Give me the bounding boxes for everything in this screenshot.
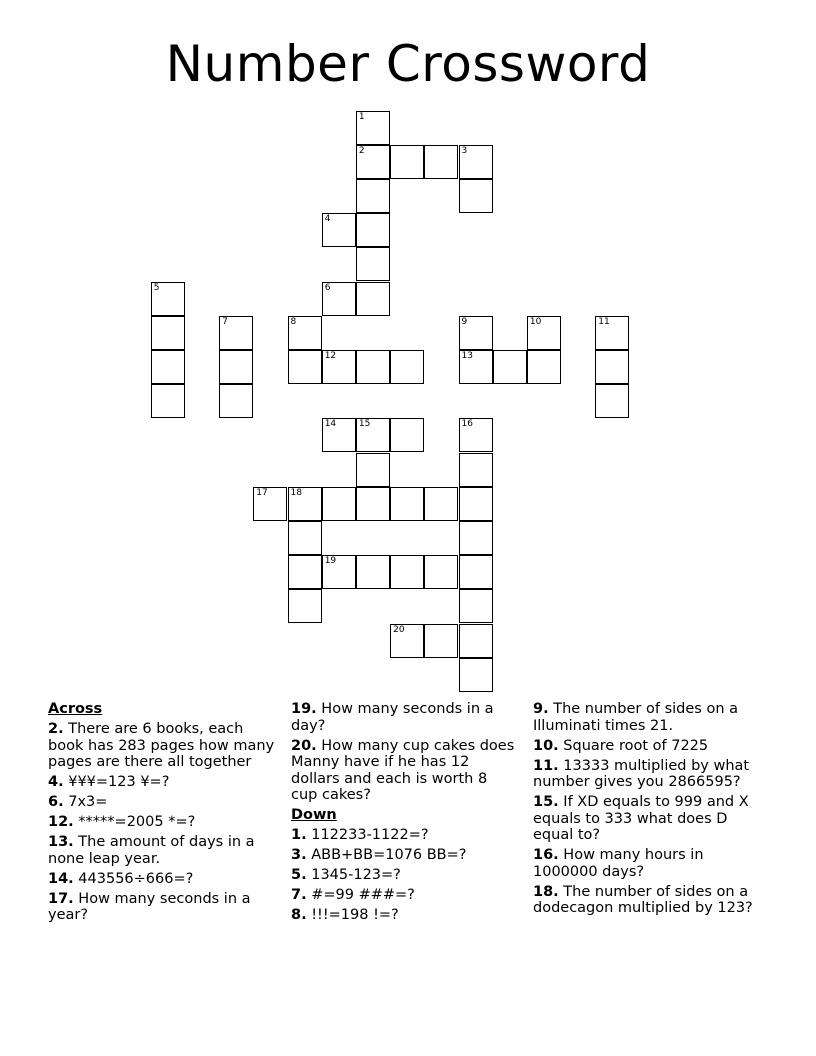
- cell-number: 16: [461, 419, 473, 430]
- grid-cell[interactable]: [459, 316, 493, 350]
- clue-number: 12.: [48, 814, 74, 830]
- grid-cell[interactable]: [459, 624, 493, 658]
- grid-cell[interactable]: [356, 418, 390, 452]
- across-clue-list-continued: [291, 701, 515, 804]
- grid-cell[interactable]: [288, 555, 322, 589]
- clue: [48, 871, 280, 888]
- grid-cell[interactable]: [151, 384, 185, 418]
- grid-cell[interactable]: [356, 145, 390, 179]
- grid-cell[interactable]: [322, 350, 356, 384]
- clue: [48, 891, 280, 924]
- clue-text: The number of sides on a dodecagon multiplied by 123?: [533, 883, 753, 916]
- clue-number: 16.: [533, 847, 559, 863]
- clue-text: 13333 multiplied by what number gives you 2866595?: [533, 757, 750, 790]
- grid-cell[interactable]: [390, 624, 424, 658]
- grid-cell[interactable]: [595, 350, 629, 384]
- grid-cell[interactable]: [219, 316, 253, 350]
- clue-text: If XD equals to 999 and X equals to 333 what does D equal to?: [533, 794, 749, 843]
- grid-cell[interactable]: [459, 453, 493, 487]
- down-clue-list: [291, 827, 515, 924]
- grid-cell[interactable]: [288, 350, 322, 384]
- clue-text: ABB+BB=1076 BB=?: [311, 847, 467, 863]
- clue-number: 14.: [48, 870, 74, 887]
- clue-number: 13.: [48, 834, 74, 850]
- clue: [291, 887, 515, 904]
- grid-cell[interactable]: [219, 384, 253, 418]
- grid-cell[interactable]: [356, 487, 390, 521]
- grid-cell[interactable]: [151, 316, 185, 350]
- cell-number: 15: [358, 419, 371, 430]
- clue-number: 6.: [48, 794, 64, 810]
- clue-text: !!!=198 !=?: [311, 907, 399, 923]
- grid-cell[interactable]: [493, 350, 527, 384]
- grid-cell[interactable]: [390, 487, 424, 521]
- grid-cell[interactable]: [288, 589, 322, 623]
- grid-cell[interactable]: [219, 350, 253, 384]
- cell-number: 5: [153, 282, 160, 293]
- clue-text: How many hours in 1000000 days?: [533, 847, 704, 880]
- grid-cell[interactable]: [390, 350, 424, 384]
- grid-cell[interactable]: [356, 555, 390, 589]
- page-title: Number Crossword: [165, 35, 651, 93]
- clue: [533, 758, 769, 791]
- clue: [48, 814, 280, 831]
- cell-number: 2: [358, 145, 365, 156]
- clue-number: 18.: [533, 883, 559, 900]
- cell-number: 10: [529, 316, 542, 327]
- cell-number: 13: [461, 350, 473, 361]
- clue: [291, 867, 515, 884]
- cell-number: 20: [393, 624, 405, 635]
- grid-cell[interactable]: [322, 555, 356, 589]
- grid-cell[interactable]: [459, 521, 493, 555]
- clue-text: ¥¥¥=123 ¥=?: [68, 774, 170, 790]
- cell-number: 6: [324, 282, 331, 293]
- clue: [48, 834, 280, 867]
- clue-number: 4.: [48, 774, 64, 790]
- across-clue-list: [48, 721, 280, 924]
- grid-cell[interactable]: [356, 453, 390, 487]
- across-heading: Across: [48, 701, 103, 717]
- cell-number: 9: [461, 316, 468, 327]
- grid-cell[interactable]: [151, 350, 185, 384]
- grid-cell[interactable]: [459, 418, 493, 452]
- cell-number: 18: [290, 487, 302, 498]
- grid-cell[interactable]: [322, 487, 356, 521]
- grid-cell[interactable]: [322, 418, 356, 452]
- clue-number: 2.: [48, 721, 64, 737]
- clue-number: 5.: [291, 867, 307, 883]
- grid-cell[interactable]: [459, 145, 493, 179]
- down-clue-list-continued: [533, 701, 769, 917]
- clue-number: 3.: [291, 847, 307, 863]
- clue-number: 1.: [291, 827, 307, 843]
- clue-text: How many seconds in a year?: [48, 890, 251, 923]
- clue-number: 9.: [533, 701, 549, 717]
- grid-cell[interactable]: [390, 145, 424, 179]
- clue-text: 1345-123=?: [311, 867, 401, 883]
- grid-cell[interactable]: [288, 316, 322, 350]
- grid-cell[interactable]: [288, 487, 322, 521]
- clue-text: #=99 ###=?: [311, 887, 415, 903]
- grid-cell[interactable]: [424, 624, 458, 658]
- cell-number: 1: [358, 111, 365, 122]
- clue: [533, 847, 769, 880]
- clue-text: 112233-1122=?: [311, 827, 429, 843]
- clue-number: 7.: [291, 887, 307, 903]
- down-heading: Down: [291, 807, 337, 823]
- clue-number: 17.: [48, 890, 74, 907]
- clues-column-1: [48, 701, 280, 927]
- grid-cell[interactable]: [151, 282, 185, 316]
- grid-cell[interactable]: [595, 316, 629, 350]
- clue-text: How many seconds in a day?: [291, 701, 494, 734]
- grid-cell[interactable]: [527, 350, 561, 384]
- clues-column-3: [533, 701, 769, 920]
- grid-cell[interactable]: [390, 418, 424, 452]
- clue-text: The number of sides on a Illuminati times 21.: [533, 701, 739, 734]
- clue: [48, 774, 280, 791]
- clue-text: *****=2005 *=?: [78, 814, 196, 830]
- clue-text: 7x3=: [68, 794, 108, 810]
- clue: [533, 884, 769, 917]
- clue: [533, 794, 769, 844]
- cell-number: 3: [461, 145, 468, 156]
- grid-cell[interactable]: [459, 589, 493, 623]
- clue-text: 443556÷666=?: [78, 870, 194, 887]
- clue: [291, 847, 515, 864]
- clue-text: How many cup cakes does Manny have if he has 12 dollars and each is worth 8 cup cakes?: [291, 737, 515, 803]
- grid-cell[interactable]: [424, 555, 458, 589]
- clue-number: 19.: [291, 701, 317, 717]
- grid-cell[interactable]: [288, 521, 322, 555]
- clue: [291, 907, 515, 924]
- grid-cell[interactable]: [459, 350, 493, 384]
- clue-text: Square root of 7225: [563, 737, 709, 754]
- cell-number: 19: [324, 556, 337, 567]
- clue-number: 10.: [533, 737, 559, 754]
- cell-number: 4: [324, 214, 331, 225]
- cell-number: 12: [324, 350, 337, 361]
- grid-cell[interactable]: [356, 213, 390, 247]
- grid-cell[interactable]: [390, 555, 424, 589]
- clue-number: 20.: [291, 737, 317, 754]
- cell-number: 8: [290, 316, 297, 327]
- cell-number: 7: [222, 316, 228, 327]
- cell-number: 14: [324, 419, 337, 430]
- grid-cell[interactable]: [356, 179, 390, 213]
- grid-cell[interactable]: [322, 282, 356, 316]
- cell-number: 11: [598, 316, 610, 327]
- clue-text: The amount of days in a none leap year.: [48, 834, 255, 867]
- grid-cell[interactable]: [424, 487, 458, 521]
- clue-number: 15.: [533, 794, 559, 810]
- clue: [533, 701, 769, 734]
- clue: [533, 738, 769, 755]
- cell-number: 17: [256, 487, 268, 498]
- clue: [48, 794, 280, 811]
- grid-cell[interactable]: [459, 179, 493, 213]
- clue-number: 8.: [291, 907, 307, 923]
- grid-cell[interactable]: [459, 487, 493, 521]
- grid-cell[interactable]: [356, 282, 390, 316]
- grid-cell[interactable]: [459, 555, 493, 589]
- clue: [291, 827, 515, 844]
- grid-cell[interactable]: [356, 247, 390, 281]
- grid-cell[interactable]: [356, 111, 390, 145]
- grid-cell[interactable]: [424, 145, 458, 179]
- grid-cell[interactable]: [527, 316, 561, 350]
- clue-number: 11.: [533, 757, 559, 774]
- clue-text: There are 6 books, each book has 283 pages how many pages are there all together: [48, 721, 275, 770]
- grid-cell[interactable]: [459, 658, 493, 692]
- grid-cell[interactable]: [253, 487, 287, 521]
- clue: [291, 738, 515, 804]
- grid-cell[interactable]: [595, 384, 629, 418]
- grid-cell[interactable]: [322, 213, 356, 247]
- clue: [291, 701, 515, 734]
- clue: [48, 721, 280, 771]
- clues-column-2: [291, 701, 515, 927]
- grid-cell[interactable]: [356, 350, 390, 384]
